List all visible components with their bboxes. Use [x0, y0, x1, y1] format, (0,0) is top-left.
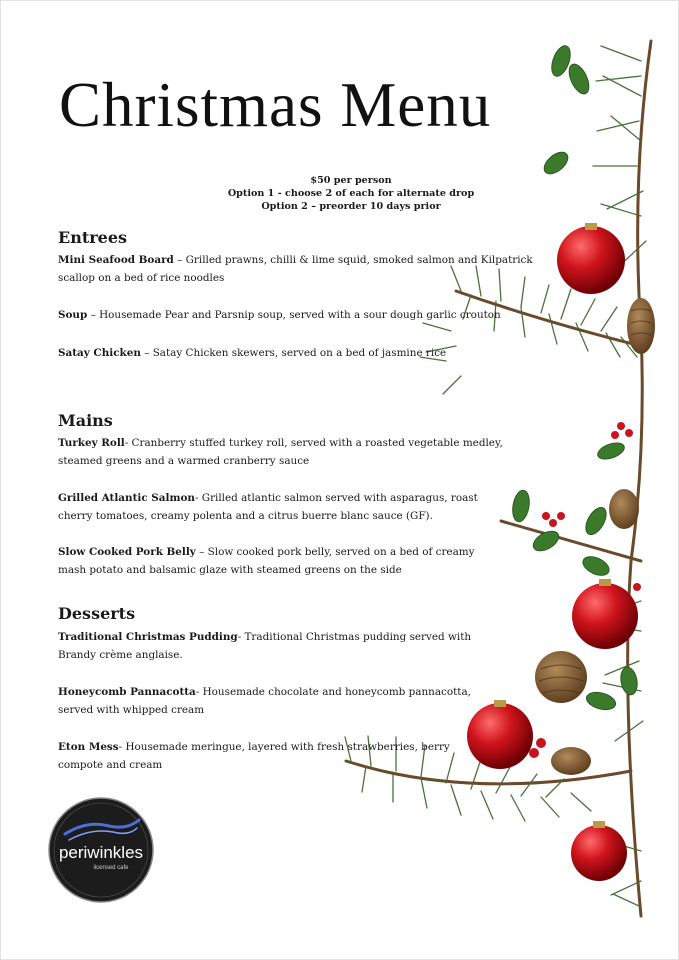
menu-title: Christmas Menu: [59, 70, 492, 140]
menu-item: [58, 306, 568, 324]
menu-item: [58, 344, 568, 362]
item-name: Grilled Atlantic Salmon: [58, 492, 195, 504]
item-desc: - Housemade chocolate and honeycomb pannacotta, served with whipped cream: [58, 686, 471, 716]
item-name: Honeycomb Pannacotta: [58, 686, 196, 698]
item-desc: – Grilled prawns, chilli & lime squid, smoked salmon and Kilpatrick scallop on a bed of rice noodles: [58, 254, 533, 284]
menu-item: [58, 543, 483, 579]
menu-item: [58, 628, 483, 664]
menu-item: [58, 251, 568, 287]
item-name: Eton Mess: [58, 741, 119, 753]
menu-item: [58, 683, 483, 719]
option-1: Option 1 - choose 2 of each for alternate drop: [227, 188, 475, 199]
item-name: Mini Seafood Board: [58, 254, 174, 266]
section-heading-entrees: Entrees: [58, 228, 128, 247]
item-name: Traditional Christmas Pudding: [58, 631, 238, 643]
menu-item: [58, 738, 468, 774]
item-name: Turkey Roll: [58, 437, 125, 449]
menu-item: [58, 434, 518, 470]
section-heading-desserts: Desserts: [58, 604, 136, 623]
periwinkles-logo: [47, 796, 155, 904]
menu-item: [58, 489, 478, 525]
item-desc: – Satay Chicken skewers, served on a bed of jasmine rice: [140, 347, 447, 359]
logo-text: periwinkles: [58, 843, 144, 862]
item-name: Slow Cooked Pork Belly: [58, 546, 196, 558]
item-desc: - Cranberry stuffed turkey roll, served with a roasted vegetable medley, steamed greens and a warmed cranberry sauce: [58, 437, 503, 467]
item-desc: – Slow cooked pork belly, served on a bed of creamy mash potato and balsamic glaze with steamed greens on the side: [58, 546, 475, 576]
price-per-person: $50 per person: [310, 175, 392, 186]
section-heading-mains: Mains: [58, 411, 113, 430]
item-desc: - Grilled atlantic salmon served with asparagus, roast cherry tomatoes, creamy polenta and a citrus buerre blanc sauce (GF).: [58, 492, 478, 522]
option-2: Option 2 – preorder 10 days prior: [261, 201, 441, 212]
item-name: Satay Chicken: [58, 347, 141, 359]
logo-subtext: licensed cafe: [93, 865, 129, 871]
pricing-info: [201, 174, 501, 213]
item-desc: – Housemade Pear and Parsnip soup, served with a sour dough garlic crouton: [87, 309, 501, 321]
item-desc: - Housemade meringue, layered with fresh strawberries, berry compote and cream: [58, 741, 450, 771]
item-name: Soup: [58, 309, 88, 321]
item-desc: - Traditional Christmas pudding served with Brandy crème anglaise.: [58, 631, 472, 661]
